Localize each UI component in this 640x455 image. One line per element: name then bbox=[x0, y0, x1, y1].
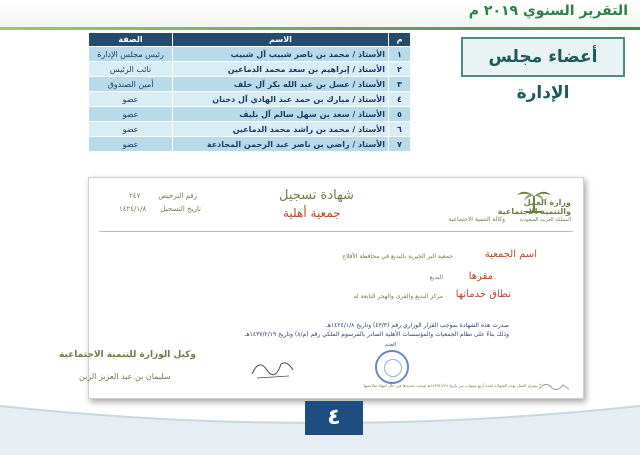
member-name: الأستاذ / محمد بن ناصر شبيب آل شبيب bbox=[173, 47, 389, 62]
license-value: ٢٤٧ bbox=[129, 192, 141, 200]
table-row bbox=[89, 107, 411, 122]
decree-note: صدرت هذه الشهادة بموجب القرار الوزاري رقم (٤٣/٣) وتاريخ ١٤٢٤/١/٨هـ bbox=[326, 322, 509, 329]
board-members-table bbox=[88, 32, 411, 152]
certificate-title: شهادة تسجيل bbox=[279, 188, 354, 203]
table-row bbox=[89, 92, 411, 107]
header-name: الاسم bbox=[173, 33, 389, 47]
service-scope-label: نطاق خدماتها bbox=[455, 289, 511, 300]
header-role: الصفة bbox=[89, 33, 173, 47]
row-number: ٢ bbox=[389, 62, 411, 77]
table-row bbox=[89, 137, 411, 152]
table-row bbox=[89, 77, 411, 92]
service-scope-value: مركز البديع والقرى والهجر التابعة له bbox=[353, 293, 443, 300]
header-number: م bbox=[389, 33, 411, 47]
row-number: ٤ bbox=[389, 92, 411, 107]
signatory-title: وكيل الوزارة للتنمية الاجتماعية bbox=[59, 350, 197, 360]
row-number: ٧ bbox=[389, 137, 411, 152]
table-row bbox=[89, 47, 411, 62]
section-title: أعضاء مجلس الإدارة bbox=[461, 37, 625, 77]
ministry-name-line2: والتنمية الاجتماعية bbox=[497, 207, 571, 216]
headquarters-label: مقرها bbox=[468, 271, 493, 282]
member-name: الأستاذ / سعد بن سهل سالم آل بليف bbox=[173, 107, 389, 122]
member-name: الأستاذ / إبراهيم بن سعد محمد الدماعين bbox=[173, 62, 389, 77]
registration-date-label: تاريخ التسجيل bbox=[160, 205, 201, 213]
member-role: أمين الصندوق bbox=[89, 77, 173, 92]
page-number: ٤ bbox=[305, 401, 363, 435]
association-name-value: جمعية البر الخيرية بالبديع في محافظة الأفلاج bbox=[342, 253, 453, 260]
signature-icon bbox=[249, 352, 295, 382]
headquarters-value: البديع bbox=[429, 274, 443, 281]
registration-certificate bbox=[59, 177, 584, 399]
table-header-row bbox=[89, 33, 411, 47]
member-role: عضو bbox=[89, 122, 173, 137]
system-note: وذلك بناءً على نظام الجمعيات والمؤسسات الأهلية الصادر بالمرسوم الملكي رقم (م/٨) وتاريخ ١٤٣٧/٢/١٩هـ bbox=[244, 331, 509, 338]
row-number: ١ bbox=[389, 47, 411, 62]
association-name-label: اسم الجمعية bbox=[484, 249, 537, 260]
certificate-subtitle: جمعية أهلية bbox=[283, 206, 341, 220]
signatory-name: سليمان بن عبد العزيز الزبن bbox=[79, 372, 171, 381]
member-name: الأستاذ / مبارك بن حمد عبد الهادي آل دخنان bbox=[173, 92, 389, 107]
member-name: الأستاذ / عسل بن عبد الله بكر آل خلف bbox=[173, 77, 389, 92]
ministry-name-line1: وزارة العمل bbox=[523, 198, 571, 207]
report-title: التقرير السنوي ٢٠١٩ م bbox=[468, 3, 628, 19]
row-number: ٣ bbox=[389, 77, 411, 92]
agency-name: وكالة التنمية الاجتماعية bbox=[448, 216, 505, 223]
header-rule bbox=[99, 231, 573, 232]
row-number: ٥ bbox=[389, 107, 411, 122]
vision-emblem-icon bbox=[537, 379, 571, 393]
kingdom-name: المملكة العربية السعودية bbox=[519, 217, 571, 223]
registration-date-value: ١٤٢٤/١/٨ bbox=[119, 205, 147, 213]
license-label: رقم الترخيص bbox=[158, 192, 197, 200]
member-role: رئيس مجلس الإدارة bbox=[89, 47, 173, 62]
member-name: الأستاذ / راضي بن ناصر عبد الرحمن المجادعة bbox=[173, 137, 389, 152]
header-divider bbox=[0, 27, 640, 30]
validity-note: * يسري العمل بهذه الشهادة لمدة أربع سنوات من تاريخ ١٤٣٩/١/٢٨هـ ويجب تجديدها في حال انتهاء صلاحيتها bbox=[363, 383, 541, 388]
member-name: الأستاذ / محمد بن راشد محمد الدماعين bbox=[173, 122, 389, 137]
member-role: عضو bbox=[89, 92, 173, 107]
member-role: عضو bbox=[89, 107, 173, 122]
row-number: ٦ bbox=[389, 122, 411, 137]
member-role: نائب الرئيس bbox=[89, 62, 173, 77]
member-role: عضو bbox=[89, 137, 173, 152]
seal-label: الختم bbox=[385, 342, 396, 348]
ministry-seal-icon bbox=[375, 350, 409, 384]
table-row bbox=[89, 62, 411, 77]
table-row bbox=[89, 122, 411, 137]
